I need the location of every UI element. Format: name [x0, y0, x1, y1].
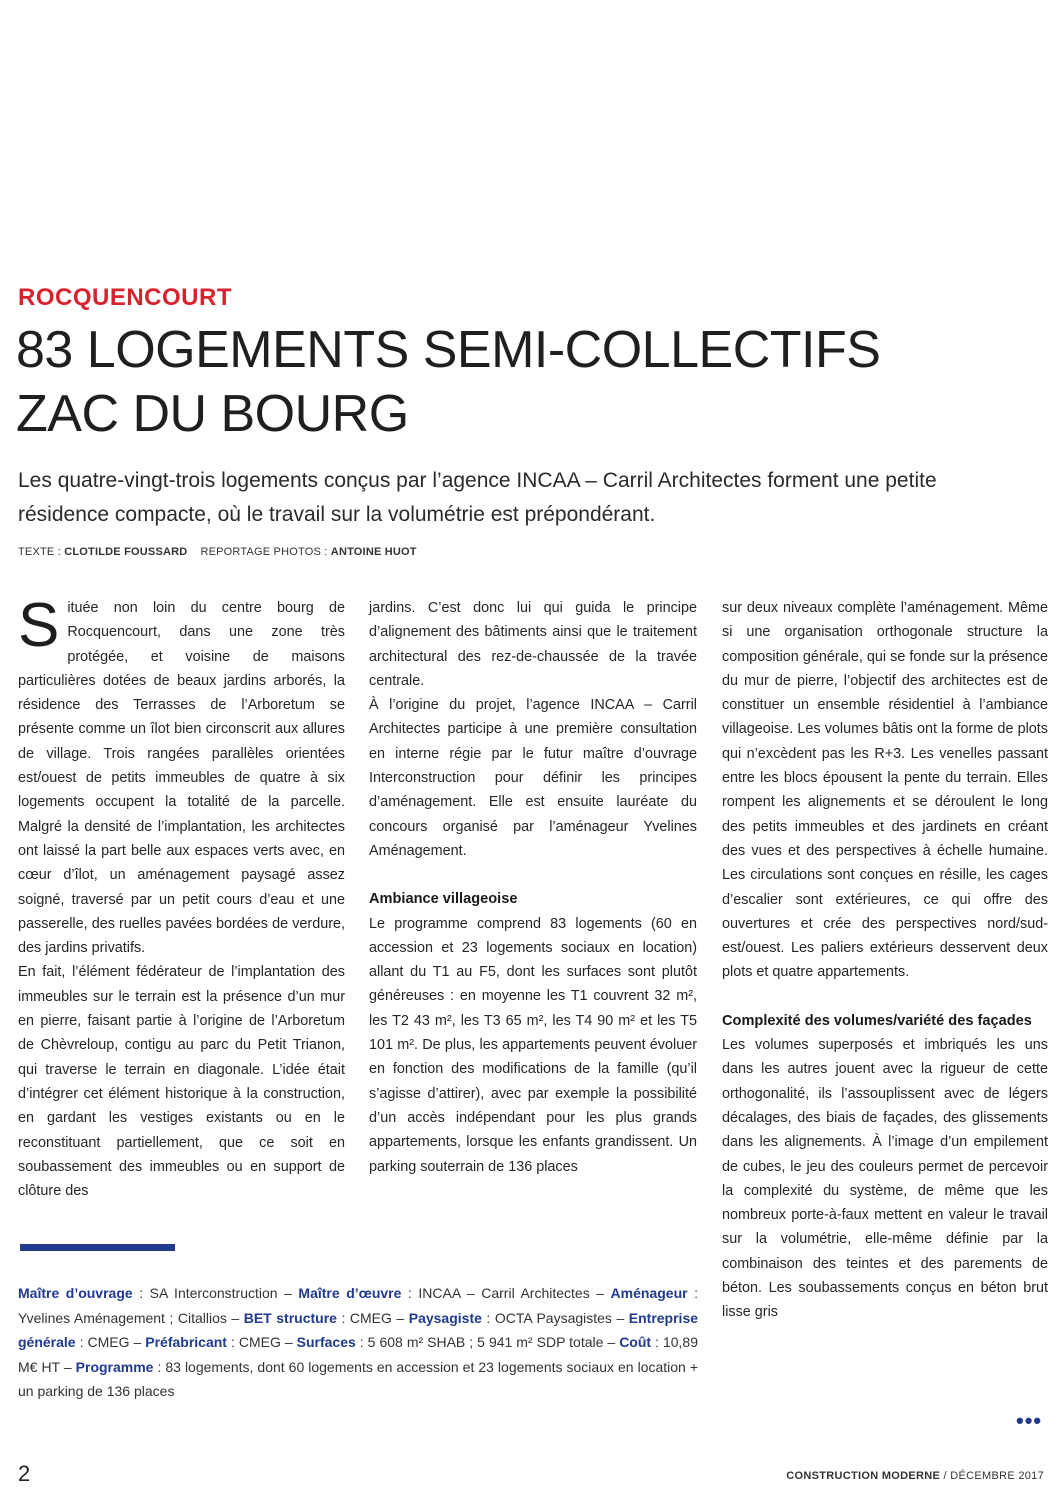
- body-column-2: [369, 596, 697, 1179]
- text-credit-author: CLOTILDE FOUSSARD: [64, 546, 188, 558]
- info-key: Préfabricant: [145, 1334, 227, 1350]
- info-key: Surfaces: [296, 1334, 356, 1350]
- info-value: : CMEG –: [75, 1334, 146, 1350]
- running-footer: [786, 1470, 1044, 1482]
- section-kicker: ROCQUENCOURT: [18, 284, 232, 311]
- paragraph: ituée non loin du centre bourg de Rocquencourt, dans une zone très protégée, et voisine de maisons particulières dotées de beaux jardins arborés, la résidence des Terrasses de l’Arboretum se présente comme un îlot bien circonscrit aux allures de village. Trois rangées parallèles orientées est/ouest de petits immeubles de quatre à six logements occupent la totalité de la parcelle. Malgré la densité de l’implantation, les architectes ont laissé la part belle aux espaces verts avec, en cœur d’îlot, un aménagement paysagé assez soigné, traversé par un petit cours d’eau et une passerelle, des ruelles pavées bordées de verdure, des jardins privatifs.: [18, 600, 345, 957]
- paragraph: Le programme comprend 83 logements (60 en accession et 23 logements sociaux en location) allant du T1 au F5, dont les surfaces sont plutôt généreuses : en moyenne les T1 couvrent 32 m², les T2 43 m², les T3 65 m², les T4 90 m² et les T5 101 m². De plus, les appartements peuvent évoluer en fonction des modifications de la famille (qu’il s’agisse d’attirer), avec par exemple la possibilité d’un accès indépendant pour les plus grands appartements, lorsque les enfants grandissent. Un parking souterrain de 136 places: [369, 915, 697, 1175]
- paragraph: jardins. C’est donc lui qui guida le principe d’alignement des bâtiments ainsi que le traitement architectural des rez-de-chaussée de la travée centrale.: [369, 600, 697, 689]
- info-value: : CMEG –: [336, 1309, 409, 1326]
- paragraph: Les volumes superposés et imbriqués les uns dans les autres jouent avec la rigueur de cette orthogonalité, ils l’assouplissent avec de légers décalages, des biais de façades, des glissements dans les alignements. À l’image d’un empilement de cubes, le jeu des couleurs permet de percevoir la complexité du système, de même que les nombreux porte-à-faux mettent en valeur le travail sur la volumétrie, elle-même définie par la combinaison des teintes et des parements de béton. Les soubassements conçus en béton brut lisse gris: [722, 1037, 1048, 1321]
- photo-credit-author: ANTOINE HUOT: [330, 546, 417, 558]
- subheading: Complexité des volumes/variété des façades: [722, 1012, 1032, 1029]
- info-value: : 5 608 m² SHAB ; 5 941 m² SDP totale –: [355, 1334, 620, 1350]
- info-value: : 10,89 M€ HT –: [18, 1334, 698, 1375]
- paragraph: À l’origine du projet, l’agence INCAA – Carril Architectes participe à une première consultation en interne régie par le futur maître d’ouvrage Interconstruction pour définir les principes d’aménagement. Elle est ensuite lauréate du concours organisé par l’aménageur Yvelines Aménagement.: [369, 697, 697, 859]
- info-key: BET structure: [243, 1309, 337, 1326]
- info-value: : CMEG –: [226, 1334, 297, 1350]
- article-credits: [18, 546, 417, 558]
- title-line-2: ZAC DU BOURG: [16, 385, 409, 443]
- info-value: : INCAA – Carril Architectes –: [401, 1285, 611, 1301]
- body-column-1: [18, 591, 345, 1203]
- issue-date: / DÉCEMBRE 2017: [940, 1470, 1044, 1482]
- drop-cap: S: [18, 591, 60, 660]
- info-key: Maître d’ouvrage: [18, 1285, 133, 1301]
- project-infobox: [18, 1281, 698, 1404]
- info-key: Entreprise générale: [18, 1309, 699, 1350]
- article-title: [16, 318, 1051, 446]
- info-value: : Yvelines Aménagement ; Citallios –: [18, 1285, 699, 1326]
- paragraph: sur deux niveaux complète l’aménagement. Même si une organisation orthogonale structure la composition générale, qui se fonde sur la présence du mur de pierre, l’objectif des architectes est de constituer un ensemble résidentiel à l’ambiance villageoise. Les volumes bâtis ont la forme de plots qui n’excèdent pas les R+3. Les venelles passant entre les blocs épousent la pente du terrain. Elles rompent les alignements et se déroulent le long des petits immeubles et des jardinets en créant des vues et des perspectives à échelle humaine. Les circulations sont conçues en résille, les cages d’escalier sont extérieures, ce qui offre des ouvertures et crée des perspectives nord/sud-est/ouest. Les paliers extérieurs desservent deux plots et quatre appartements.: [722, 600, 1048, 981]
- article-lede: Les quatre-vingt-trois logements conçus par l’agence INCAA – Carril Architectes forment une petite résidence compacte, où le travail sur la volumétrie est prépondérant.: [18, 469, 937, 526]
- photo-credit-label: REPORTAGE PHOTOS :: [200, 546, 328, 558]
- info-key: Paysagiste: [408, 1309, 482, 1326]
- subheading: Ambiance villageoise: [369, 891, 518, 908]
- page-number: 2: [18, 1461, 31, 1486]
- title-line-1: 83 LOGEMENTS SEMI-COLLECTIFS: [16, 321, 881, 379]
- info-value: : 83 logements, dont 60 logements en accession et 23 logements sociaux en location + un parking de 136 places: [18, 1358, 699, 1399]
- infobox-accent-bar: [20, 1244, 175, 1251]
- continuation-mark: •••: [1016, 1408, 1043, 1433]
- info-value: : SA Interconstruction –: [132, 1285, 299, 1301]
- info-key: Programme: [75, 1358, 154, 1375]
- info-value: : OCTA Paysagistes –: [481, 1309, 629, 1326]
- paragraph: En fait, l’élément fédérateur de l’implantation des immeubles sur le terrain est la présence d’un mur en pierre, faisant partie à l’origine de l’Arboretum de Chèvreloup, contigu au parc du Petit Trianon, qui traverse le terrain en diagonale. L’idée était d’intégrer cet élément historique à la construction, en gardant les vestiges existants ou en le reconstituant partiellement, que ce soit en soubassement des immeubles ou en support de clôture des: [18, 964, 345, 1200]
- info-key: Aménageur: [610, 1285, 688, 1301]
- info-key: Coût: [619, 1334, 652, 1350]
- info-key: Maître d’œuvre: [298, 1285, 402, 1301]
- body-column-3: [722, 596, 1048, 1325]
- text-credit-label: TEXTE :: [18, 546, 61, 558]
- magazine-name: CONSTRUCTION MODERNE: [786, 1470, 941, 1482]
